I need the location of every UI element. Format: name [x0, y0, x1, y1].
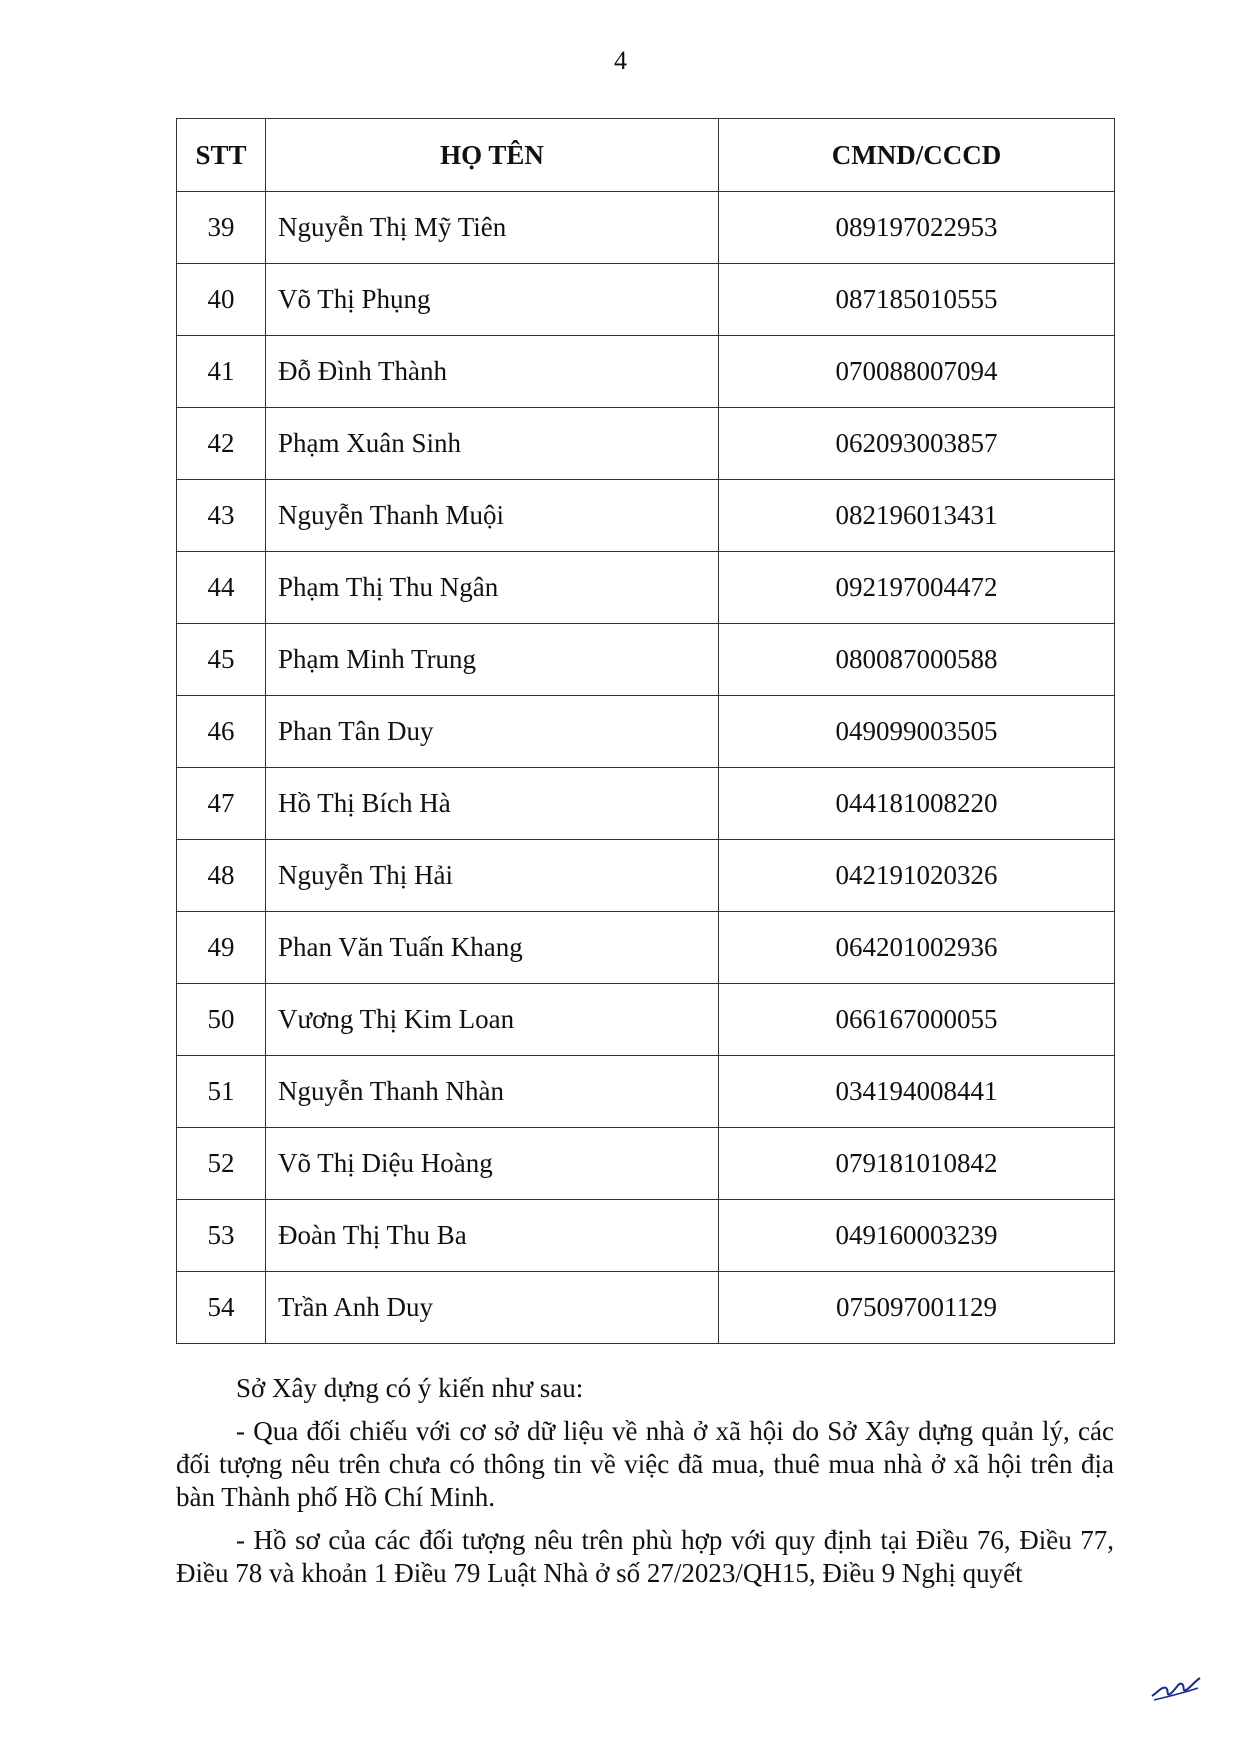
- row-id: 082196013431: [719, 480, 1115, 552]
- row-stt: 47: [177, 768, 266, 840]
- row-stt: 42: [177, 408, 266, 480]
- row-id: 042191020326: [719, 840, 1115, 912]
- opinion-point-2: - Hồ sơ của các đối tượng nêu trên phù hợp với quy định tại Điều 76, Điều 77, Điều 78 và khoản 1 Điều 79 Luật Nhà ở số 27/2023/QH15, Điều 9 Nghị quyết: [176, 1525, 1114, 1588]
- row-id: 066167000055: [719, 984, 1115, 1056]
- row-stt: 53: [177, 1200, 266, 1272]
- row-name: Phan Văn Tuấn Khang: [266, 912, 719, 984]
- row-stt: 52: [177, 1128, 266, 1200]
- row-name: Phạm Minh Trung: [266, 624, 719, 696]
- row-name: Võ Thị Phụng: [266, 264, 719, 336]
- row-name: Phạm Thị Thu Ngân: [266, 552, 719, 624]
- row-id: 079181010842: [719, 1128, 1115, 1200]
- row-id: 080087000588: [719, 624, 1115, 696]
- beneficiary-table: [176, 118, 1115, 1344]
- row-stt: 48: [177, 840, 266, 912]
- row-id: 075097001129: [719, 1272, 1115, 1344]
- table-row: [177, 336, 1115, 408]
- row-id: 034194008441: [719, 1056, 1115, 1128]
- table-row: [177, 1128, 1115, 1200]
- table-row: [177, 480, 1115, 552]
- column-header-stt: STT: [177, 119, 266, 192]
- row-id: 064201002936: [719, 912, 1115, 984]
- row-id: 092197004472: [719, 552, 1115, 624]
- opinion-intro: Sở Xây dựng có ý kiến như sau:: [236, 1373, 584, 1403]
- row-id: 049099003505: [719, 696, 1115, 768]
- table-row: [177, 552, 1115, 624]
- row-name: Nguyễn Thị Mỹ Tiên: [266, 192, 719, 264]
- row-name: Vương Thị Kim Loan: [266, 984, 719, 1056]
- table-row: [177, 408, 1115, 480]
- opinion-point-1: - Qua đối chiếu với cơ sở dữ liệu về nhà ở xã hội do Sở Xây dựng quản lý, các đối tượng nêu trên chưa có thông tin về việc đã mua, thuê mua nhà ở xã hội trên địa bàn Thành phố Hồ Chí Minh.: [176, 1416, 1114, 1512]
- row-id: 062093003857: [719, 408, 1115, 480]
- page-number: 4: [614, 46, 627, 75]
- table-row: [177, 768, 1115, 840]
- initials-signature: [1148, 1670, 1204, 1704]
- row-stt: 39: [177, 192, 266, 264]
- table-row: [177, 912, 1115, 984]
- table-row: [177, 192, 1115, 264]
- row-stt: 41: [177, 336, 266, 408]
- row-name: Trần Anh Duy: [266, 1272, 719, 1344]
- row-id: 049160003239: [719, 1200, 1115, 1272]
- row-name: Nguyễn Thị Hải: [266, 840, 719, 912]
- row-stt: 46: [177, 696, 266, 768]
- table-row: [177, 624, 1115, 696]
- row-name: Nguyễn Thanh Muội: [266, 480, 719, 552]
- row-stt: 40: [177, 264, 266, 336]
- table-row: [177, 1272, 1115, 1344]
- column-header-id: CMND/CCCD: [719, 119, 1115, 192]
- row-name: Võ Thị Diệu Hoàng: [266, 1128, 719, 1200]
- table-row: [177, 1056, 1115, 1128]
- table-row: [177, 696, 1115, 768]
- row-stt: 49: [177, 912, 266, 984]
- row-stt: 43: [177, 480, 266, 552]
- table-row: [177, 984, 1115, 1056]
- row-id: 070088007094: [719, 336, 1115, 408]
- row-id: 087185010555: [719, 264, 1115, 336]
- row-name: Phan Tân Duy: [266, 696, 719, 768]
- row-name: Đỗ Đình Thành: [266, 336, 719, 408]
- body-text: [176, 1372, 1114, 1600]
- row-name: Phạm Xuân Sinh: [266, 408, 719, 480]
- table-row: [177, 264, 1115, 336]
- row-name: Nguyễn Thanh Nhàn: [266, 1056, 719, 1128]
- table-row: [177, 1200, 1115, 1272]
- row-name: Hồ Thị Bích Hà: [266, 768, 719, 840]
- row-stt: 44: [177, 552, 266, 624]
- row-id: 044181008220: [719, 768, 1115, 840]
- table-row: [177, 840, 1115, 912]
- column-header-name: HỌ TÊN: [266, 119, 719, 192]
- table-header-row: [177, 119, 1115, 192]
- row-name: Đoàn Thị Thu Ba: [266, 1200, 719, 1272]
- row-stt: 54: [177, 1272, 266, 1344]
- row-id: 089197022953: [719, 192, 1115, 264]
- row-stt: 51: [177, 1056, 266, 1128]
- row-stt: 45: [177, 624, 266, 696]
- row-stt: 50: [177, 984, 266, 1056]
